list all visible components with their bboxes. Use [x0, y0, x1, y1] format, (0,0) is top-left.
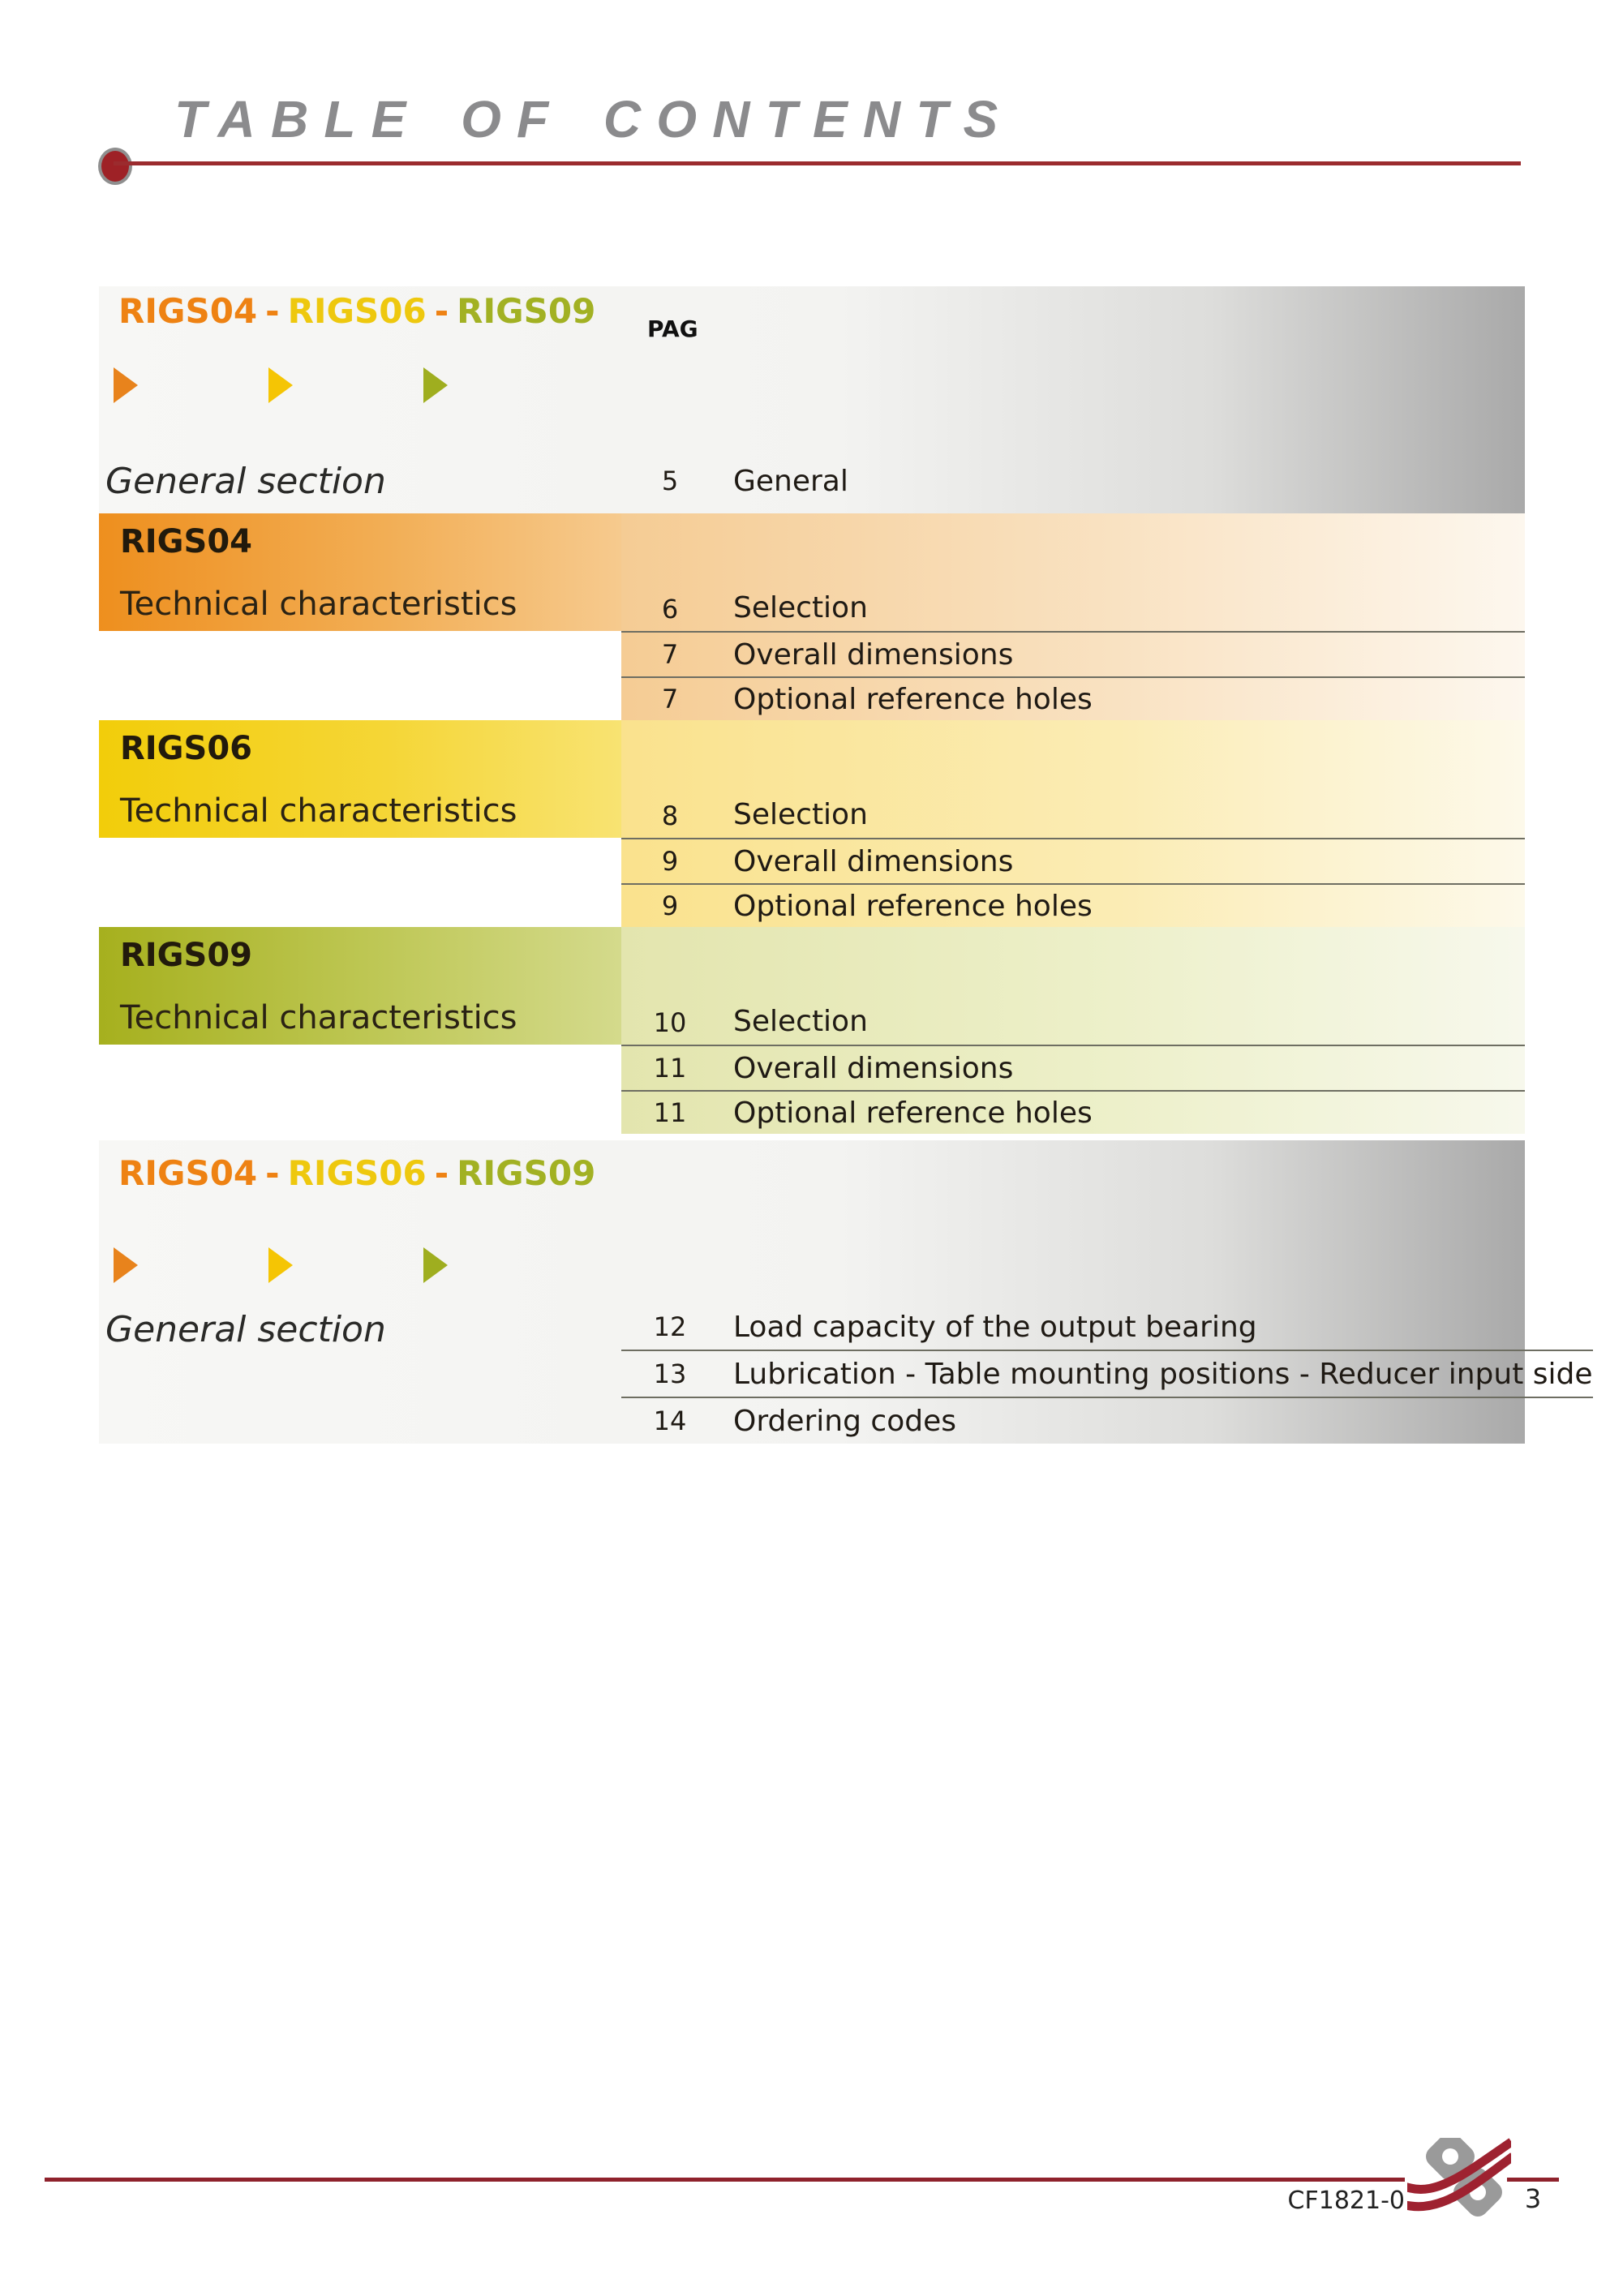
section-rows-rigs04: [621, 513, 1525, 720]
toc-entry[interactable]: [621, 839, 1525, 883]
toc-entry-page: 9: [661, 891, 679, 921]
toc-entry[interactable]: [621, 720, 1525, 838]
toc-entry-page: 7: [661, 684, 679, 715]
toc-entry-title: Selection: [733, 1005, 868, 1038]
section-band-rigs09: [99, 927, 621, 1045]
toc-entry-title: Overall dimensions: [733, 637, 1014, 672]
section-subtitle: Technical characteristics: [120, 792, 517, 830]
page-column-header: PAG: [647, 315, 698, 342]
page-title: TABLE OF CONTENTS: [174, 90, 1014, 148]
toc-entry-title: Selection: [733, 591, 868, 624]
toc-entry[interactable]: [621, 1398, 1593, 1444]
footer-rule-left: [45, 2178, 1405, 2182]
series-heading-dash: -: [434, 1153, 449, 1193]
toc-entry-title: Load capacity of the output bearing: [733, 1310, 1257, 1344]
toc-entry[interactable]: [621, 1092, 1525, 1134]
toc-entry[interactable]: [621, 927, 1525, 1045]
toc-entry-page: 9: [661, 846, 679, 877]
series-heading-dash: -: [434, 291, 449, 331]
toc-entry-title: General: [733, 464, 848, 498]
series-heading-rigs04: RIGS04: [118, 1153, 258, 1193]
green-triangle-icon: [423, 1247, 448, 1283]
general-block-bottom: [99, 1140, 1593, 1444]
green-triangle-icon: [423, 367, 448, 403]
toc-entry-title: Lubrication - Table mounting positions - Reducer input side: [733, 1357, 1593, 1391]
orange-triangle-icon: [114, 367, 138, 403]
toc-entry[interactable]: [621, 1046, 1525, 1090]
toc-entry-page: 12: [653, 1311, 687, 1342]
general-block-top: [99, 286, 1525, 513]
toc-entry-title: Optional reference holes: [733, 889, 1093, 923]
toc-entry-page: 8: [661, 800, 679, 831]
series-heading-rigs06: RIGS06: [287, 1153, 427, 1193]
orange-triangle-icon: [114, 1247, 138, 1283]
toc-entry-title: Overall dimensions: [733, 1051, 1014, 1085]
series-heading-dash: -: [265, 1153, 280, 1193]
series-heading-rigs09: RIGS09: [457, 1153, 596, 1193]
toc-entry-title: Selection: [733, 798, 868, 831]
toc-entry-title: Overall dimensions: [733, 844, 1014, 878]
toc-entry-page: 7: [661, 639, 679, 670]
yellow-triangle-icon: [268, 1247, 293, 1283]
toc-entry-page: 11: [653, 1097, 687, 1128]
section-band-rigs06: [99, 720, 621, 838]
section-subtitle: Technical characteristics: [120, 999, 517, 1036]
toc-entry[interactable]: [621, 678, 1525, 720]
company-logo: [1407, 2138, 1511, 2229]
toc-entry-page: 11: [653, 1053, 687, 1084]
toc-entry-page: 10: [653, 1007, 687, 1038]
section-title: RIGS06: [120, 730, 252, 767]
yellow-triangle-icon: [268, 367, 293, 403]
toc-entry-page: 6: [661, 594, 679, 624]
toc-entry[interactable]: [621, 1351, 1593, 1397]
series-heading: [118, 291, 595, 331]
toc-entry-title: Ordering codes: [733, 1404, 956, 1438]
section-title: RIGS04: [120, 523, 252, 560]
toc-entry-title: Optional reference holes: [733, 1096, 1093, 1130]
toc-entry[interactable]: [621, 448, 1525, 513]
section-band-rigs04: [99, 513, 621, 631]
toc-entry[interactable]: [621, 513, 1525, 631]
series-heading: [118, 1153, 595, 1193]
footer-rule-right: [1507, 2178, 1559, 2182]
title-rule-line: [114, 161, 1521, 165]
section-rigs04: [99, 513, 1525, 720]
page-number: 3: [1524, 2183, 1542, 2214]
toc-entry[interactable]: [621, 1304, 1593, 1350]
section-subtitle: Technical characteristics: [120, 586, 517, 623]
toc-entry-page: 5: [661, 466, 679, 496]
toc-entry[interactable]: [621, 633, 1525, 676]
series-heading-rigs06: RIGS06: [287, 291, 427, 331]
toc-entry-title: Optional reference holes: [733, 682, 1093, 716]
series-heading-dash: -: [265, 291, 280, 331]
document-code: CF1821-0: [1287, 2187, 1405, 2215]
toc-entry-page: 13: [653, 1358, 687, 1389]
section-rows-rigs06: [621, 720, 1525, 927]
section-rows-rigs09: [621, 927, 1525, 1134]
general-section-label: General section: [105, 460, 386, 502]
section-rigs09: [99, 927, 1525, 1134]
toc-entry[interactable]: [621, 885, 1525, 927]
section-rigs06: [99, 720, 1525, 927]
title-bullet-dot: [98, 148, 132, 185]
section-title: RIGS09: [120, 937, 252, 974]
series-heading-rigs04: RIGS04: [118, 291, 258, 331]
toc-entry-page: 14: [653, 1405, 687, 1436]
series-heading-rigs09: RIGS09: [457, 291, 596, 331]
general-section-label: General section: [105, 1309, 386, 1350]
